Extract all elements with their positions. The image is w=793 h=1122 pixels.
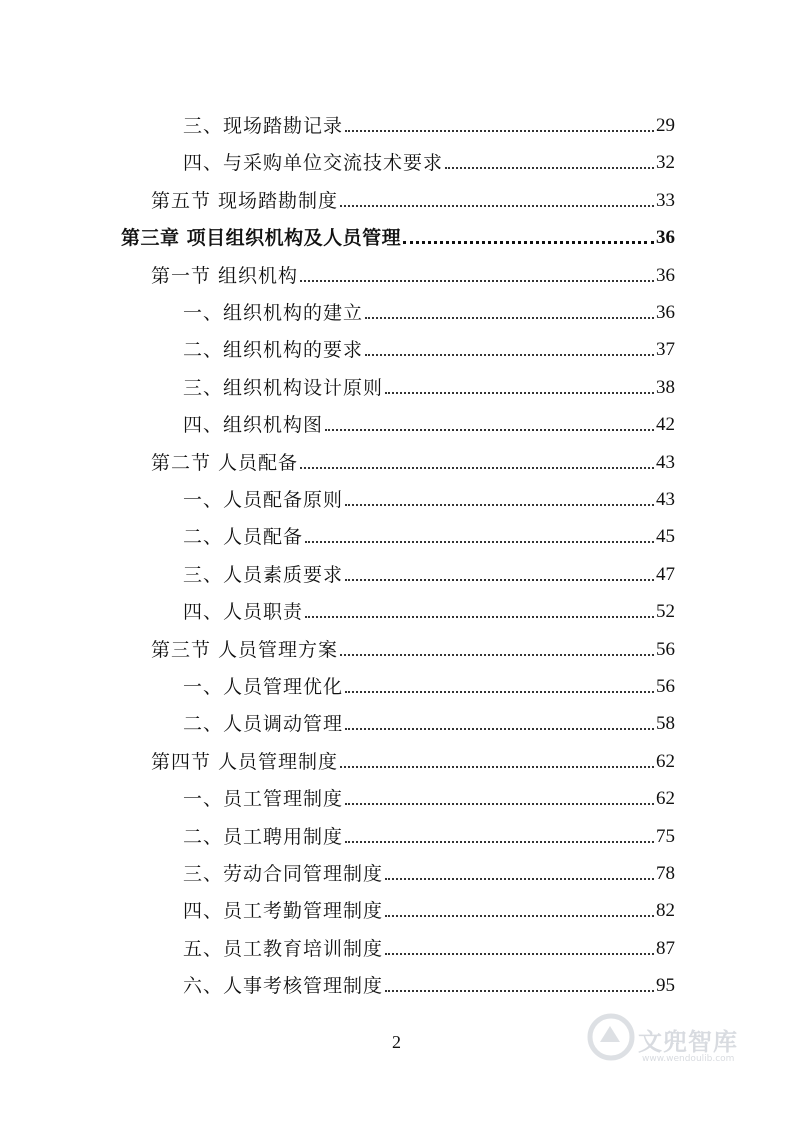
toc-entry[interactable] — [151, 624, 675, 661]
toc-entry[interactable] — [183, 324, 675, 361]
toc-entry-page: 42 — [656, 414, 675, 435]
toc-entry-label: 四、组织机构图 — [183, 414, 324, 436]
toc-dot-leader — [385, 990, 654, 992]
toc-dot-leader — [445, 167, 654, 169]
watermark-logo — [586, 1012, 786, 1078]
toc-dot-leader — [385, 915, 654, 917]
toc-entry-label: 一、人员配备原则 — [183, 489, 344, 511]
toc-entry[interactable] — [121, 212, 675, 249]
toc-entry[interactable] — [183, 362, 675, 399]
toc-entry-page: 62 — [656, 788, 675, 809]
toc-entry[interactable] — [183, 474, 675, 511]
toc-entry[interactable] — [183, 773, 675, 810]
toc-dot-leader — [345, 691, 654, 693]
toc-entry-label: 第二节 人员配备 — [151, 452, 299, 474]
toc-entry-label: 三、人员素质要求 — [183, 564, 344, 586]
toc-dot-leader — [345, 130, 654, 132]
toc-dot-leader — [345, 504, 654, 506]
toc-dot-leader — [340, 654, 654, 656]
toc-entry[interactable] — [183, 287, 675, 324]
toc-entry-label: 二、组织机构的要求 — [183, 339, 364, 361]
toc-entry-label: 五、员工教育培训制度 — [183, 938, 384, 960]
toc-entry-page: 45 — [656, 526, 675, 547]
toc-entry[interactable] — [183, 885, 675, 922]
toc-entry[interactable] — [183, 960, 675, 997]
toc-entry-label: 第三节 人员管理方案 — [151, 639, 339, 661]
toc-entry-page: 43 — [656, 489, 675, 510]
toc-entry-label: 四、人员职责 — [183, 601, 304, 623]
toc-entry[interactable] — [183, 923, 675, 960]
toc-entry-page: 56 — [656, 639, 675, 660]
toc-entry-label: 第一节 组织机构 — [151, 265, 299, 287]
toc-dot-leader — [345, 728, 654, 730]
toc-entry-label: 二、人员配备 — [183, 526, 304, 548]
toc-entry-page: 87 — [656, 938, 675, 959]
toc-entry-label: 三、组织机构设计原则 — [183, 377, 384, 399]
toc-dot-leader — [300, 280, 654, 282]
toc-dot-leader — [385, 878, 654, 880]
toc-entry-page: 47 — [656, 564, 675, 585]
toc-dot-leader — [340, 205, 654, 207]
toc-entry-page: 58 — [656, 713, 675, 734]
toc-entry-label: 二、员工聘用制度 — [183, 826, 344, 848]
toc-entry-label: 第四节 人员管理制度 — [151, 751, 339, 773]
toc-entry[interactable] — [183, 137, 675, 174]
toc-entry[interactable] — [183, 586, 675, 623]
toc-dot-leader — [385, 953, 654, 955]
watermark-emblem-icon — [586, 1012, 636, 1062]
toc-entry-page: 38 — [656, 377, 675, 398]
toc-entry-page: 33 — [656, 190, 675, 211]
toc-dot-leader — [305, 541, 654, 543]
toc-entry[interactable] — [151, 175, 675, 212]
toc-entry-page: 36 — [656, 227, 675, 248]
toc-entry[interactable] — [183, 811, 675, 848]
toc-entry-label: 一、人员管理优化 — [183, 676, 344, 698]
toc-entry-label: 三、现场踏勘记录 — [183, 115, 344, 137]
toc-entry-page: 78 — [656, 863, 675, 884]
toc-dot-leader — [365, 354, 654, 356]
toc-dot-leader — [345, 803, 654, 805]
toc-entry-page: 75 — [656, 826, 675, 847]
toc-dot-leader — [325, 429, 654, 431]
toc-dot-leader — [365, 317, 654, 319]
toc-entry[interactable] — [183, 399, 675, 436]
toc-entry-page: 37 — [656, 339, 675, 360]
toc-entry-page: 43 — [656, 452, 675, 473]
toc-entry[interactable] — [183, 698, 675, 735]
toc-entry-page: 29 — [656, 115, 675, 136]
watermark-url: www.wendoulib.com — [642, 1054, 735, 1064]
toc-entry-page: 62 — [656, 751, 675, 772]
toc-entry-label: 第五节 现场踏勘制度 — [151, 190, 339, 212]
toc-dot-leader — [300, 467, 654, 469]
toc-entry-page: 82 — [656, 900, 675, 921]
toc-dot-leader — [345, 841, 654, 843]
toc-entry[interactable] — [151, 736, 675, 773]
toc-entry-label: 一、员工管理制度 — [183, 788, 344, 810]
toc-entry[interactable] — [183, 848, 675, 885]
toc-entry-label: 四、员工考勤管理制度 — [183, 900, 384, 922]
toc-entry-label: 一、组织机构的建立 — [183, 302, 364, 324]
toc-dot-leader — [305, 616, 654, 618]
toc-entry-page: 36 — [656, 265, 675, 286]
toc-entry-label: 四、与采购单位交流技术要求 — [183, 152, 444, 174]
toc-entry-label: 六、人事考核管理制度 — [183, 975, 384, 997]
toc-entry-page: 56 — [656, 676, 675, 697]
toc-entry-page: 32 — [656, 152, 675, 173]
toc-dot-leader — [340, 766, 654, 768]
toc-entry[interactable] — [183, 511, 675, 548]
toc-entry[interactable] — [183, 661, 675, 698]
toc-entry-page: 36 — [656, 302, 675, 323]
toc-entry[interactable] — [183, 549, 675, 586]
toc-entry-label: 三、劳动合同管理制度 — [183, 863, 384, 885]
toc-entry-label: 二、人员调动管理 — [183, 713, 344, 735]
toc-dot-leader — [403, 241, 654, 244]
toc-entry[interactable] — [183, 100, 675, 137]
toc-dot-leader — [385, 392, 654, 394]
toc-entry-page: 95 — [656, 975, 675, 996]
toc-entry[interactable] — [151, 437, 675, 474]
watermark-text: 文兜智库 — [638, 1028, 738, 1056]
page-number: 2 — [392, 1032, 401, 1052]
toc-entry-label: 第三章 项目组织机构及人员管理 — [121, 227, 402, 249]
toc-entry[interactable] — [151, 250, 675, 287]
toc-dot-leader — [345, 579, 654, 581]
toc-entry-page: 52 — [656, 601, 675, 622]
